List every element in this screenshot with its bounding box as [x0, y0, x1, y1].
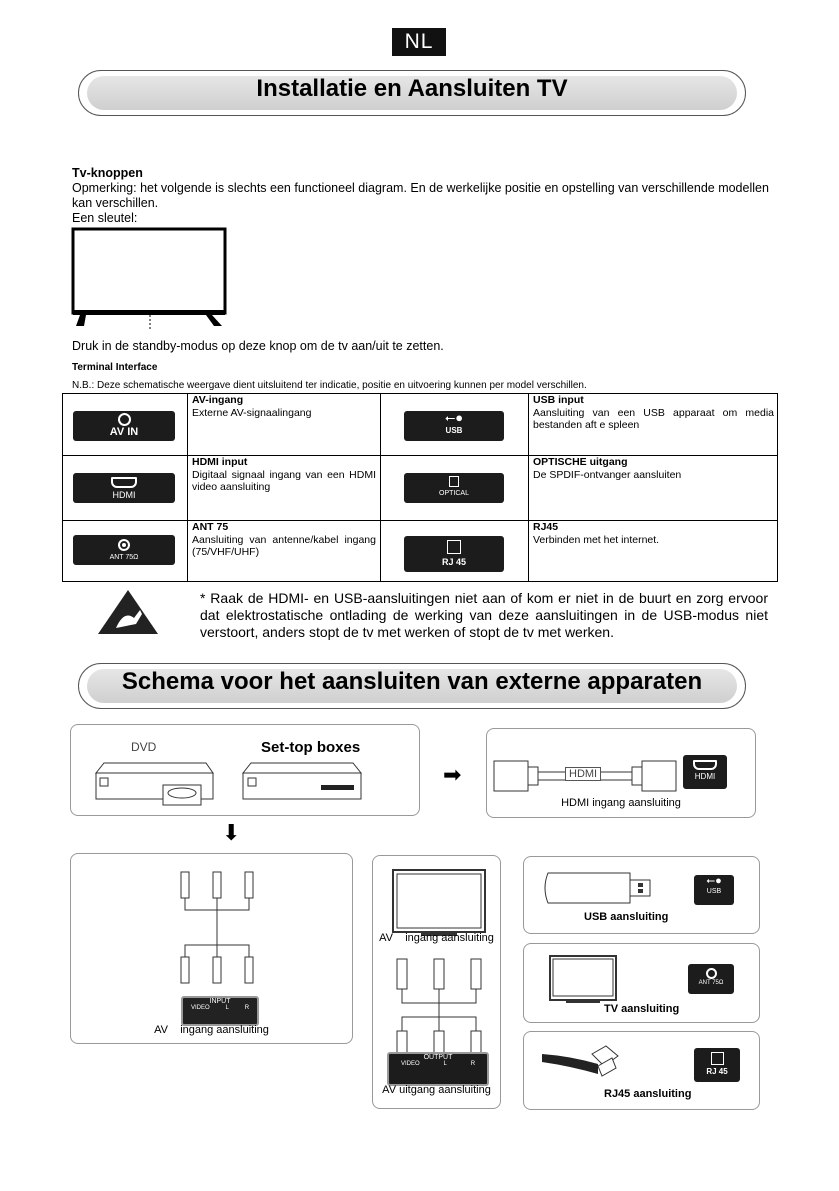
optical-port-icon: OPTICAL: [404, 473, 504, 503]
av-in-caption: AV ingang aansluiting: [154, 1024, 269, 1036]
stb-label: Set-top boxes: [261, 739, 361, 756]
input-panel-icon: INPUT VIDEO L R: [181, 996, 259, 1026]
usb-caption: USB aansluiting: [584, 911, 669, 923]
port-description: ANT 75 Aansluiting van antenne/kabel ingang (75/VHF/UHF): [188, 521, 381, 582]
port-icon-cell: [381, 394, 529, 456]
port-icon-cell: [63, 394, 188, 456]
av-in-port-icon: AV IN: [73, 411, 175, 441]
rj45-caption: RJ45 aansluiting: [604, 1088, 692, 1100]
antenna-port-icon: ANT 75Ω: [73, 535, 175, 565]
port-icon-cell: [381, 456, 529, 521]
ports-table: [62, 393, 778, 582]
one-key-label: Een sleutel:: [72, 211, 138, 225]
output-panel-icon: OUTPUT VIDEO L R: [387, 1052, 489, 1086]
section-banner-installation: [78, 70, 746, 116]
rj45-port-icon: RJ 45: [404, 536, 504, 572]
tv-monitor-icon: [391, 868, 487, 938]
tv-buttons-heading: Tv-knoppen: [72, 166, 143, 180]
hdmi-port-icon: HDMI: [73, 473, 175, 503]
av-input-box: [70, 853, 353, 1044]
antenna-port-icon: ANT 75Ω: [688, 964, 734, 994]
rj45-port-icon: RJ 45: [694, 1048, 740, 1082]
dvd-and-settop-icons: [91, 759, 401, 811]
usb-connection-box: [523, 856, 760, 934]
port-description: OPTISCHE uitgang De SPDIF-ontvanger aansluiten: [529, 456, 778, 521]
tv-monitor-icon: [548, 954, 620, 1004]
usb-port-icon: ⭠● USB: [694, 875, 734, 905]
tv-connection-box: [523, 943, 760, 1023]
terminal-heading: Terminal Interface: [72, 362, 158, 373]
av-out-caption: AV uitgang aansluiting: [382, 1084, 491, 1096]
usb-stick-icon: [542, 871, 652, 907]
port-icon-cell: [63, 456, 188, 521]
rca-cable-icon: [171, 862, 261, 997]
terminal-note: N.B.: Deze schematische weergave dient uitsluitend ter indicatie, positie en uitvoering kunnen per model verschillen.: [72, 380, 587, 391]
port-description: AV-ingang Externe AV-signaalingang: [188, 394, 381, 456]
section-title: Installatie en Aansluiten TV: [256, 75, 568, 102]
tv-illustration: [70, 226, 230, 332]
port-icon-cell: [63, 521, 188, 582]
tv-caption: TV aansluiting: [604, 1003, 680, 1015]
hdmi-connection-box: [486, 728, 756, 818]
remark-text: Opmerking: het volgende is slechts een functioneel diagram. En de werkelijke positie en opstelling van verschillende modellen kan verschillen.: [72, 181, 769, 210]
section-banner-connections: [78, 663, 746, 709]
usb-port-icon: ⭠● USB: [404, 411, 504, 441]
port-description: USB input Aansluiting van een USB apparaat om media bestanden aft e spleen: [529, 394, 778, 456]
port-description: RJ45 Verbinden met het internet.: [533, 521, 660, 546]
language-badge: NL: [392, 28, 446, 56]
arrow-right-icon: ➡: [443, 762, 462, 787]
hdmi-caption: HDMI ingang aansluiting: [561, 797, 681, 809]
standby-text: Druk in de standby-modus op deze knop om de tv aan/uit te zetten.: [72, 339, 444, 353]
av-in-caption: AV ingang aansluiting: [379, 932, 494, 944]
section-title: Schema voor het aansluiten van externe apparaten: [121, 668, 703, 695]
ethernet-cable-icon: [540, 1040, 620, 1084]
av-output-box: [372, 855, 501, 1109]
source-devices-box: [70, 724, 420, 816]
esd-warning-text: * Raak de HDMI- en USB-aansluitingen niet aan of kom er niet in de buurt en zorg ervoor dat elektrostatische ontlading de werking van deze aansluitingen in de USB-modus niet verstoort, anders stopt de tv met werken of stopt de tv met werken.: [200, 590, 768, 640]
arrow-down-icon: ⬇: [222, 820, 241, 845]
rj45-connection-box: [523, 1031, 760, 1110]
port-icon-cell: [381, 521, 529, 582]
dvd-label: DVD: [131, 740, 157, 754]
port-description: HDMI input Digitaal signaal ingang van een HDMI video aansluiting: [188, 456, 381, 521]
esd-warning-icon: [96, 588, 160, 636]
hdmi-port-icon: HDMI: [683, 755, 727, 789]
hdmi-cable-label: HDMI: [565, 767, 601, 781]
